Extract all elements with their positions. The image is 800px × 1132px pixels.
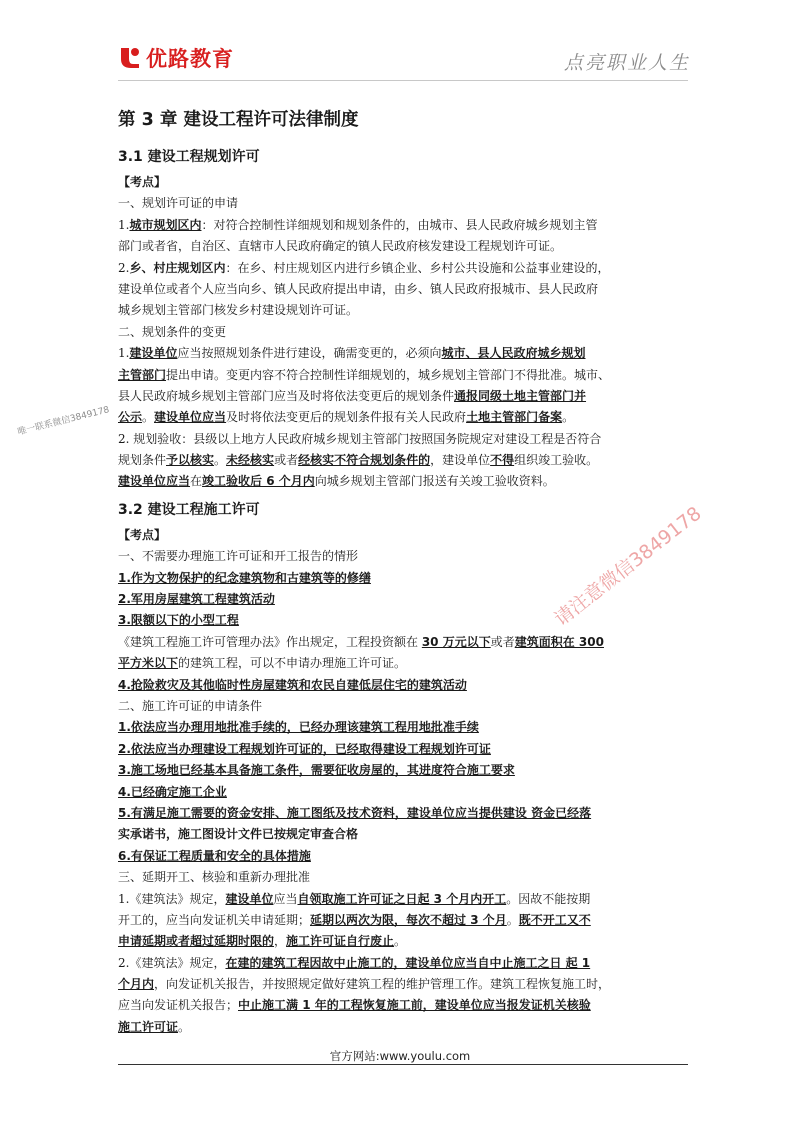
paragraph-line: 2.《建筑法》规定，在建的建筑工程因故中止施工的，建设单位应当自中止施工之日 起 1 [118,955,591,970]
paragraph-line: 施工许可证。 [118,1019,191,1034]
subheading: 一、不需要办理施工许可证和开工报告的情形 [118,549,359,564]
paragraph-line: 1.《建筑法》规定，建设单位应当自领取施工许可证之日起 3 个月内开工。因故不能按期 [118,891,591,906]
header-divider [118,80,688,81]
watermark-main: 请注意微信3849178 [550,502,706,631]
paragraph-line: 2.乡、村庄规划区内：在乡、村庄规划区内进行乡镇企业、乡村公共设施和公益事业建设的， [118,260,610,275]
section-title: 3.1 建设工程规划许可 [118,149,260,165]
paragraph-line: 建设单位应当在竣工验收后 6 个月内向城乡规划主管部门报送有关竣工验收资料。 [118,474,555,489]
paragraph-line: 部门或者省，自治区、直辖市人民政府确定的镇人民政府核发建设工程规划许可证。 [118,239,563,254]
logo [118,40,234,76]
list-item: 6.有保证工程质量和安全的具体措施 [118,848,311,863]
paragraph-line: 规划条件予以核实。未经核实或者经核实不符合规划条件的，建设单位不得组织竣工验收。 [118,453,599,468]
paragraph-line: 2. 规划验收：县级以上地方人民政府城乡规划主管部门按照国务院规定对建设工程是否符合 [118,431,602,446]
list-item: 4.已经确定施工企业 [118,784,227,799]
subheading: 二、施工许可证的申请条件 [118,698,263,713]
chapter-title: 第 3 章 建设工程许可法律制度 [118,110,359,130]
paragraph-line: 开工的，应当向发证机关申请延期；延期以两次为限，每次不超过 3 个月。既不开工又不 [118,912,591,927]
page-header [0,0,800,90]
paragraph-line: 县人民政府城乡规划主管部门应当及时将依法变更后的规划条件通报同级土地主管部门并 [118,388,587,403]
paragraph-line: 公示。建设单位应当及时将依法变更后的规划条件报有关人民政府土地主管部门备案。 [118,410,575,425]
section-title: 3.2 建设工程施工许可 [118,501,260,518]
kaodian-label: 【考点】 [118,175,167,189]
paragraph-line: 1.建设单位应当按照规划条件进行建设，确需变更的，必须向城市、县人民政府城乡规划 [118,346,586,361]
paragraph-line: 建设单位或者个人应当向乡、镇人民政府提出申请，由乡、镇人民政府报城市、县人民政府 [118,281,599,296]
list-item: 2.依法应当办理建设工程规划许可证的，已经取得建设工程规划许可证 [118,741,491,756]
page-footer: 官方网站:www.youlu.com [329,1049,471,1063]
list-item: 5.有满足施工需要的资金安排、施工图纸及技术资料，建设单位应当提供建设 资金已经落 [118,805,592,820]
subheading: 三、延期开工、核验和重新办理批准 [118,870,311,885]
paragraph-line: 个月内，向发证机关报告，并按照规定做好建筑工程的维护管理工作。建筑工程恢复施工时， [118,977,611,992]
list-item: 实承诺书，施工图设计文件已按规定审查合格 [118,827,359,842]
paragraph-line: 城乡规划主管部门核发乡村建设规划许可证。 [118,303,359,318]
list-item: 3.施工场地已经基本具备施工条件，需要征收房屋的，其进度符合施工要求 [118,763,515,778]
logo-text: 优路教育 [146,47,234,71]
list-item: 2.军用房屋建筑工程建筑活动 [118,592,275,607]
subheading: 一、规划许可证的申请 [118,196,239,211]
list-item: 3.限额以下的小型工程 [118,613,239,628]
subheading: 二、规划条件的变更 [118,324,227,339]
watermark-side: 唯一联系微信3849178 [16,405,111,438]
paragraph-line: 平方米以下的建筑工程，可以不申请办理施工许可证。 [118,656,407,671]
paragraph-line: 1.城市规划区内：对符合控制性详细规划和规划条件的，由城市、县人民政府城乡规划主管 [118,217,598,232]
list-item: 1.依法应当办理用地批准手续的，已经办理该建筑工程用地批准手续 [118,720,479,735]
kaodian-label: 【考点】 [118,527,167,542]
paragraph-line: 申请延期或者超过延期时限的，施工许可证自行废止。 [118,934,407,949]
list-item: 1.作为文物保护的纪念建筑物和古建筑等的修缮 [118,570,371,585]
header-slogan: 点亮职业人生 [563,52,690,74]
paragraph-line: 主管部门提出申请。变更内容不符合控制性详细规划的，城乡规划主管部门不得批准。城市、 [118,367,611,382]
youlu-logo-icon [118,45,142,71]
paragraph-line: 应当向发证机关报告；中止施工满 1 年的工程恢复施工前，建设单位应当报发证机关核验 [118,998,591,1013]
paragraph-line: 《建筑工程施工许可管理办法》作出规定，工程投资额在 30 万元以下或者建筑面积在 300 [118,634,604,649]
footer-divider [118,1064,688,1065]
list-item: 4.抢险救灾及其他临时性房屋建筑和农民自建低层住宅的建筑活动 [118,677,467,692]
